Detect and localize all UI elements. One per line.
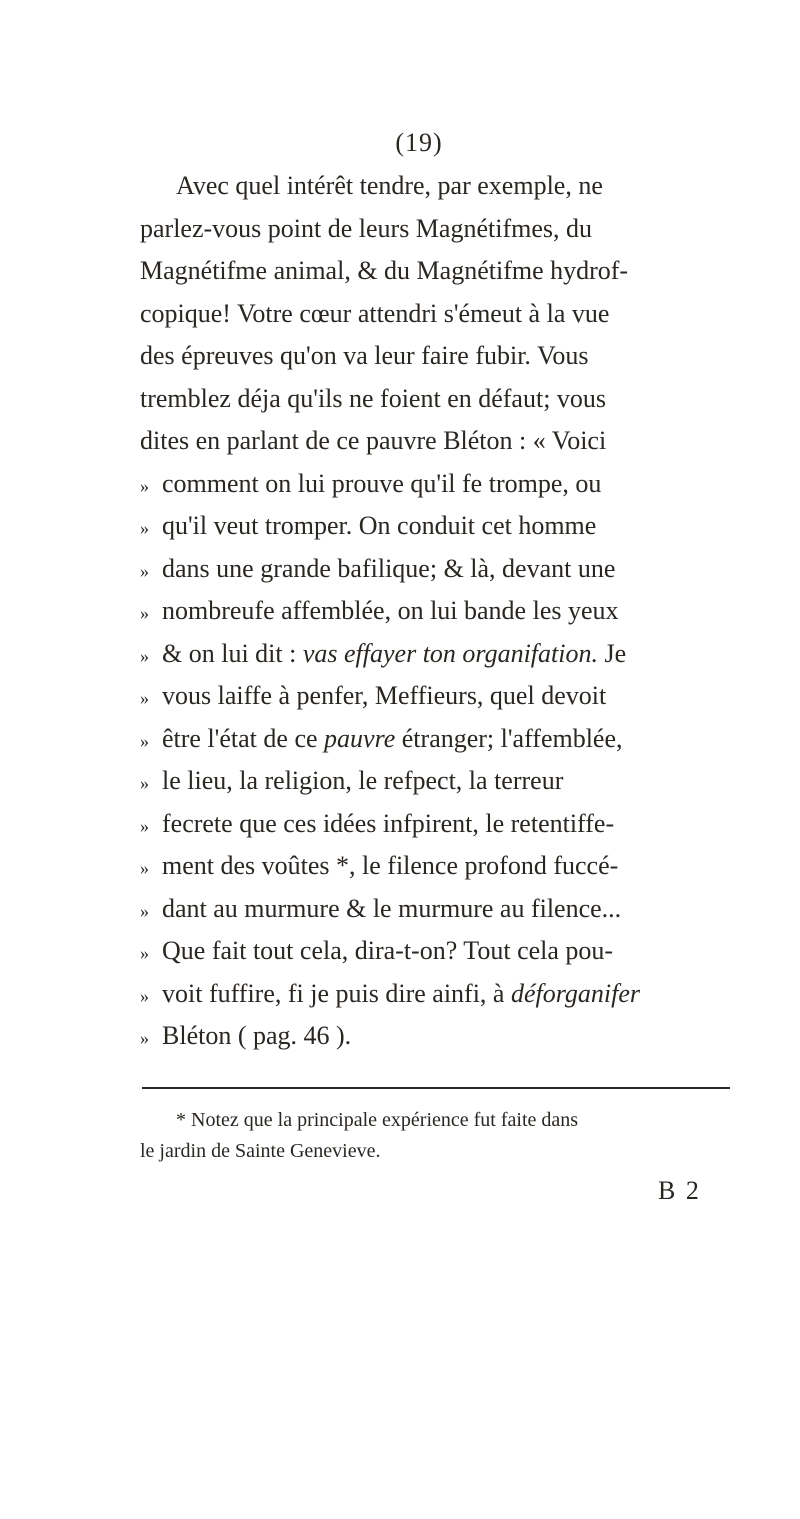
line-text: voit fuffire, fi je puis dire ainfi, à xyxy=(162,978,511,1008)
quoted-line xyxy=(140,548,730,591)
line-text: qu'il veut tromper. On conduit cet homme xyxy=(162,511,597,540)
quoted-line xyxy=(140,590,730,633)
quoted-line xyxy=(140,973,730,1016)
page-number: (19) xyxy=(395,128,443,157)
signature-mark: B 2 xyxy=(658,1176,701,1205)
quote-mark: » xyxy=(140,943,149,963)
text-line xyxy=(140,420,730,463)
quote-mark: » xyxy=(140,1028,149,1048)
line-text: Je xyxy=(597,638,627,668)
quote-mark: » xyxy=(140,985,149,1006)
quoted-line xyxy=(140,675,730,718)
line-text: Avec quel intérêt tendre, par exemple, ne xyxy=(176,171,603,200)
line-text: ment des voûtes *, le filence profond fuccé- xyxy=(162,851,619,880)
footnote-divider xyxy=(142,1087,730,1089)
line-text: Magnétifme animal, & du Magnétifme hydrof- xyxy=(140,256,629,285)
line-text: Bléton ( pag. 46 ). xyxy=(162,1021,352,1050)
quote-mark: » xyxy=(140,560,149,581)
main-text xyxy=(140,165,730,1058)
quote-mark: » xyxy=(140,688,149,708)
line-text: être l'état de ce xyxy=(162,723,325,753)
italic-text: pauvre xyxy=(324,723,396,753)
quoted-line xyxy=(140,718,730,761)
quote-mark: » xyxy=(140,475,149,496)
text-line xyxy=(140,250,730,293)
line-text: des épreuves qu'on va leur faire fubir. Vous xyxy=(140,341,589,370)
quote-mark: » xyxy=(140,773,149,793)
quote-mark: » xyxy=(140,858,149,878)
italic-text: vas effayer ton organifation. xyxy=(302,638,598,668)
line-text: dant au murmure & le murmure au filence... xyxy=(162,893,622,923)
quoted-line xyxy=(140,888,730,931)
quoted-line xyxy=(140,845,730,888)
quote-mark: » xyxy=(140,518,149,538)
line-text: dites en parlant de ce pauvre Bléton : « Voici xyxy=(140,426,607,455)
line-text: étranger; l'affemblée, xyxy=(395,723,623,753)
quoted-line xyxy=(140,760,730,803)
quote-mark: » xyxy=(140,730,149,751)
line-text: nombreufe affemblée, on lui bande les yeux xyxy=(162,596,619,625)
footnote-line: le jardin de Sainte Genevieve. xyxy=(140,1140,381,1162)
text-line xyxy=(140,165,730,208)
footnote-line: * Notez que la principale expérience fut faite dans xyxy=(176,1109,579,1131)
line-text: comment on lui prouve qu'il fe trompe, ou xyxy=(162,468,602,498)
quote-mark: » xyxy=(140,645,149,666)
line-text: parlez-vous point de leurs Magnétifmes, du xyxy=(140,213,592,243)
quote-mark: » xyxy=(140,603,149,623)
footnote xyxy=(140,1105,730,1167)
quoted-line xyxy=(140,505,730,548)
text-line xyxy=(140,335,730,378)
text-line xyxy=(140,293,730,336)
quoted-line xyxy=(140,1015,730,1058)
quote-mark: » xyxy=(140,815,149,836)
text-line xyxy=(140,208,730,251)
line-text: & on lui dit : xyxy=(162,638,303,668)
line-text: tremblez déja qu'ils ne foient en défaut; vous xyxy=(140,383,607,413)
quoted-line xyxy=(140,463,730,506)
quoted-line xyxy=(140,633,730,676)
line-text: fecrete que ces idées infpirent, le retentiffe- xyxy=(162,808,615,838)
line-text: vous laiffe à penfer, Meffieurs, quel devoit xyxy=(162,681,607,710)
quoted-line xyxy=(140,930,730,973)
line-text: le lieu, la religion, le refpect, la terreur xyxy=(162,766,564,795)
line-text: Que fait tout cela, dira-t-on? Tout cela pou- xyxy=(162,936,614,965)
quoted-line xyxy=(140,803,730,846)
line-text: dans une grande bafilique; & là, devant une xyxy=(162,553,616,583)
text-line xyxy=(140,378,730,421)
quote-mark: » xyxy=(140,900,149,921)
italic-text: déforganifer xyxy=(510,978,640,1008)
line-text: copique! Votre cœur attendri s'émeut à la vue xyxy=(140,298,610,328)
